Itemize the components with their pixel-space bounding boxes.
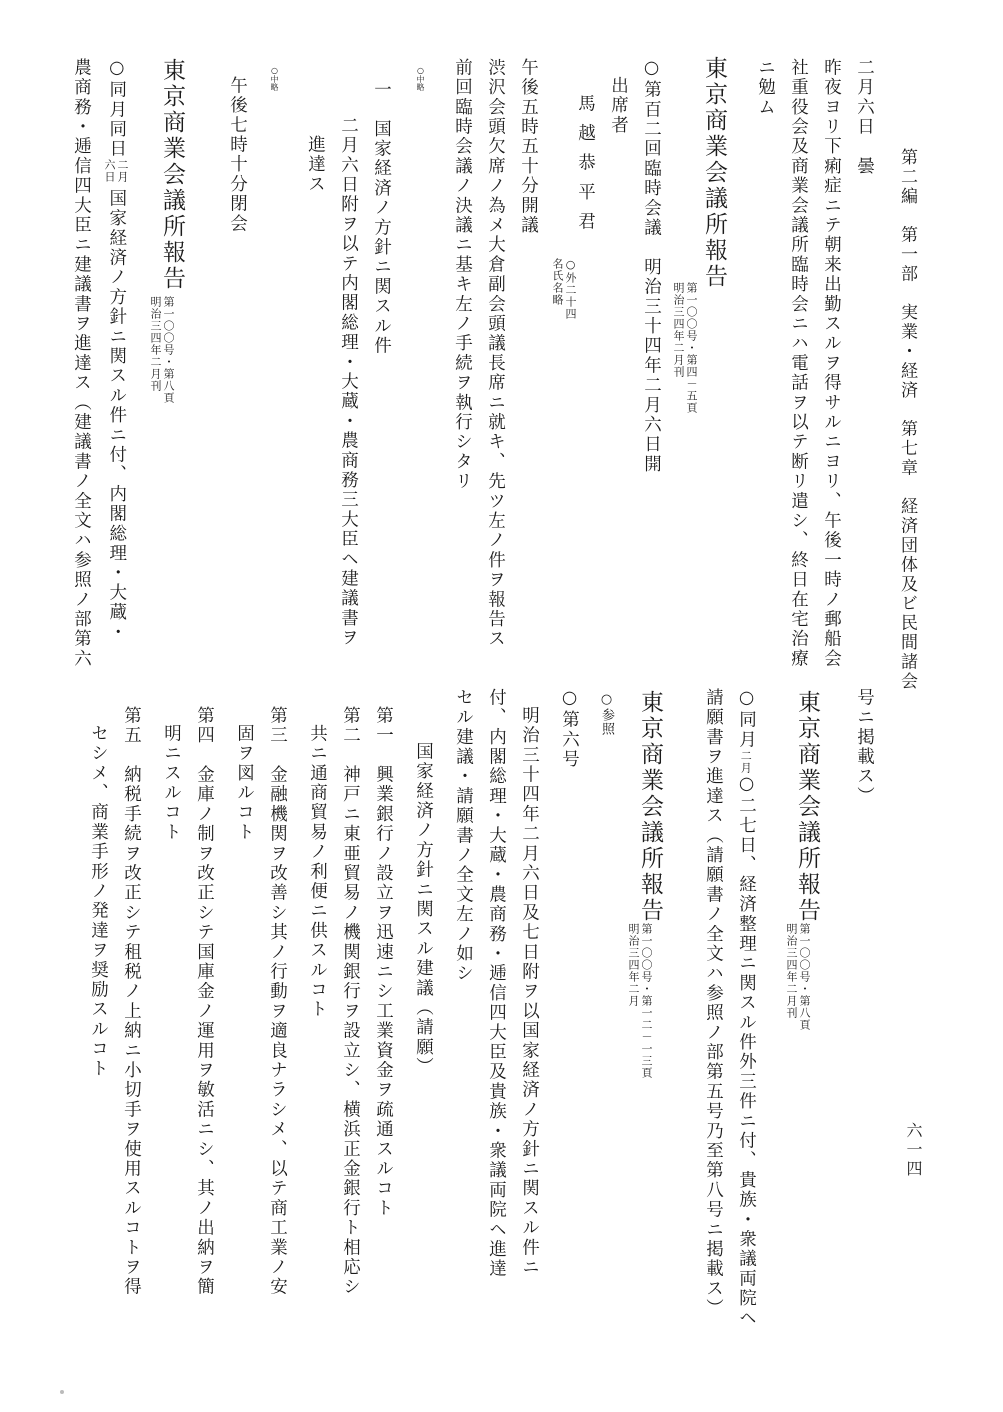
text-line: 二月六日附ヲ以テ内閣総理・大蔵・農商務三大臣ヘ建議書ヲ — [338, 116, 359, 648]
document-title: 国家経済ノ方針ニ関スル建議（請願） — [413, 742, 434, 1077]
source-note: 明治三四年二月 — [627, 923, 640, 1007]
text-line: 出席者 — [608, 76, 629, 136]
running-title: 第二編 第一部 実業・経済 第七章 経済団体及ビ民間諸会 — [897, 148, 917, 692]
text-line: 第五 納税手続ヲ改正シテ租税ノ上納ニ小切手ヲ使用スルコトヲ得 — [121, 706, 142, 1297]
source-note: 第一〇〇号・第四－五頁 — [685, 282, 698, 414]
omission-mark: ○中略 — [270, 66, 279, 91]
text-line: ○同月 — [736, 688, 757, 750]
text-line: 昨夜ヨリ下痢症ニテ朝来出勤スルヲ得サルニヨリ、午後一時ノ郵船会 — [821, 58, 842, 669]
text-line: ○二七日、経済整理ニ関スル件外三件ニ付、貴族・衆議両院ヘ — [736, 773, 757, 1328]
text-line: ニ勉ム — [755, 58, 776, 118]
source-note: 第一〇〇号・第一二－一三頁 — [640, 923, 653, 1079]
text-line: 請願書ヲ進達ス（請願書ノ全文ハ参照ノ部第五号乃至第八号ニ掲載ス） — [703, 688, 724, 1319]
section-heading: 東京商業会議所報告 — [159, 58, 185, 292]
attendee-name: 馬越恭平君 — [575, 94, 596, 242]
text-line: 社重役会及商業会議所臨時会ニハ電話ヲ以テ断リ遣シ、終日在宅治療 — [788, 58, 809, 669]
text-line: 進達ス — [305, 135, 326, 195]
reference-marker: ○参照 — [599, 692, 614, 736]
section-heading: 東京商業会議所報告 — [794, 690, 820, 924]
source-note: 第一〇〇号・第八頁 — [162, 296, 175, 404]
text-line: 農商務・逓信四大臣ニ建議書ヲ進達ス（建議書ノ全文ハ参照ノ部第六 — [71, 58, 92, 669]
scan-speck — [60, 1390, 64, 1394]
text-line: 号ニ掲載ス） — [854, 688, 875, 807]
section-heading: 東京商業会議所報告 — [701, 56, 727, 290]
interlinear-note: 六日 — [103, 159, 116, 183]
attendee-note: ○外二十四 — [564, 258, 577, 320]
interlinear-note: 二月 — [739, 749, 753, 774]
text-line: 午後七時十分閉会 — [227, 76, 248, 234]
text-line: 第三 金融機関ヲ改善シ其ノ行動ヲ適良ナラシメ、以テ商工業ノ安 — [267, 706, 288, 1297]
text-line: 明ニスルコト — [161, 724, 182, 843]
text-line: ○第百二回臨時会議 明治三十四年二月六日開 — [641, 58, 662, 475]
text-line: 午後五時五十分開議 — [518, 58, 539, 236]
source-note: 明治三四年二月刊 — [672, 282, 685, 378]
page-number: 六一四 — [904, 1122, 923, 1179]
text-line: 一 国家経済ノ方針ニ関スル件 — [371, 80, 392, 356]
text-line: 国家経済ノ方針ニ関スル件ニ付、内閣総理・大蔵・ — [106, 189, 127, 643]
text-line: 明治三十四年二月六日及七日附ヲ以国家経済ノ方針ニ関スル件ニ — [519, 706, 540, 1278]
source-note: 第一〇〇号・第八頁 — [798, 923, 811, 1031]
text-line: 第一 興業銀行ノ設立ヲ迅速ニシ工業資金ヲ疏通スルコト — [373, 706, 394, 1219]
text-line: セシメ、商業手形ノ発達ヲ奨励スルコト — [88, 724, 109, 1079]
text-line: ○第六号 — [559, 688, 580, 770]
source-note: 明治三四年二月刊 — [785, 923, 798, 1019]
diary-date: 二月六日 曇 — [854, 58, 875, 177]
text-line: 前回臨時会議ノ決議ニ基キ左ノ手続ヲ執行シタリ — [452, 58, 473, 492]
omission-mark: ○中略 — [416, 66, 425, 91]
text-line: 第二 神戸ニ東亜貿易ノ機関銀行ヲ設立シ、横浜正金銀行ト相応シ — [340, 706, 361, 1297]
interlinear-note: 二月 — [116, 159, 129, 183]
text-line: 付、内閣総理・大蔵・農商務・逓信四大臣及貴族・衆議両院ヘ進達 — [486, 688, 507, 1279]
text-line: 固ヲ図ルコト — [234, 724, 255, 843]
text-line: 共ニ通商貿易ノ利便ニ供スルコト — [307, 724, 328, 1020]
text-line: 第四 金庫ノ制ヲ改正シテ国庫金ノ運用ヲ敏活ニシ、其ノ出納ヲ簡 — [194, 706, 215, 1297]
section-heading: 東京商業会議所報告 — [637, 690, 663, 924]
attendee-note: 名氏名略 — [551, 258, 564, 306]
text-line: ○同月同日 — [106, 58, 127, 159]
text-line: 渋沢会頭欠席ノ為メ大倉副会頭議長席ニ就キ、先ツ左ノ件ヲ報告ス — [485, 58, 506, 650]
text-line: セル建議・請願書ノ全文左ノ如シ — [453, 688, 474, 984]
source-note: 明治三四年二月刊 — [149, 296, 162, 392]
